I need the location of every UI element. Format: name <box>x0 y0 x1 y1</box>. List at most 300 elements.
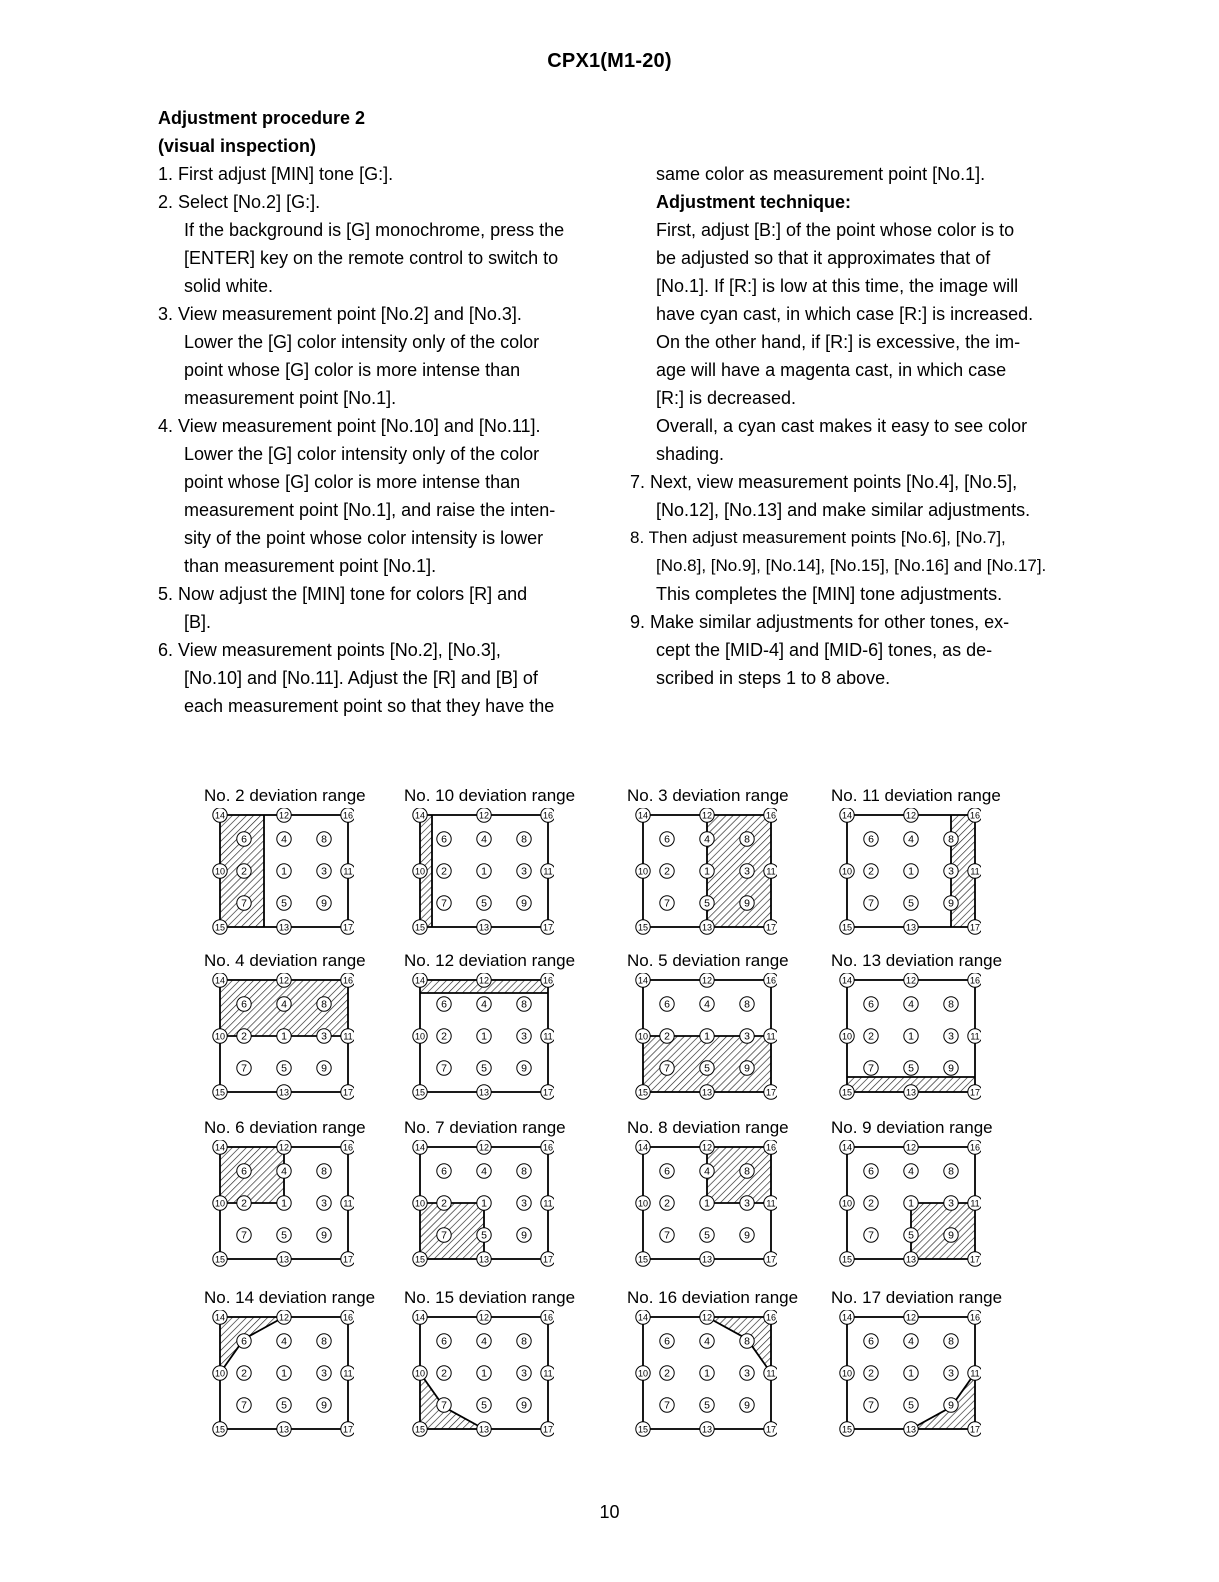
measurement-point <box>968 1366 981 1380</box>
measurement-point <box>341 864 354 878</box>
step-5: 5. Now adjust the [MIN] tone for colors [R] and <box>158 584 528 604</box>
measurement-point-label: 16 <box>542 1142 554 1153</box>
step-4-line: point whose [G] color is more intense than <box>184 472 521 492</box>
measurement-point <box>904 864 918 878</box>
measurement-point <box>740 1334 754 1348</box>
step-8-line: This completes the [MIN] tone adjustments. <box>656 584 1003 604</box>
measurement-point <box>477 832 491 846</box>
measurement-point <box>864 832 878 846</box>
measurement-point <box>904 1029 918 1043</box>
measurement-point-label: 12 <box>478 1142 490 1153</box>
measurement-point <box>477 1252 491 1266</box>
measurement-point <box>660 1196 674 1210</box>
measurement-point <box>944 1196 958 1210</box>
measurement-point-label: 13 <box>701 1087 713 1098</box>
deviation-diagram <box>627 1118 827 1278</box>
measurement-point-label: 9 <box>744 1062 750 1075</box>
deviation-hatched-area <box>420 1203 484 1259</box>
deviation-diagram-grid <box>404 973 554 1103</box>
measurement-point-label: 15 <box>637 1087 649 1098</box>
measurement-point <box>213 1252 227 1266</box>
measurement-point-label: 14 <box>214 1142 226 1153</box>
measurement-point <box>237 1228 251 1242</box>
measurement-point-label: 5 <box>908 1399 914 1412</box>
measurement-point-label: 17 <box>542 1087 554 1098</box>
measurement-point <box>437 1061 451 1075</box>
measurement-point-label: 10 <box>637 1368 649 1379</box>
page-header-title: CPX1(M1-20) <box>547 50 672 72</box>
measurement-point <box>413 1252 427 1266</box>
measurement-point-label: 14 <box>414 810 426 821</box>
measurement-point-label: 5 <box>908 1062 914 1075</box>
measurement-point-label: 3 <box>948 865 954 878</box>
measurement-point-label: 1 <box>281 865 287 878</box>
measurement-point <box>237 1334 251 1348</box>
measurement-point <box>740 997 754 1011</box>
measurement-point <box>660 1164 674 1178</box>
measurement-point-label: 2 <box>664 1367 670 1380</box>
measurement-point-label: 10 <box>214 1031 226 1042</box>
measurement-point <box>437 1029 451 1043</box>
measurement-point-label: 17 <box>969 922 981 933</box>
measurement-point <box>437 1196 451 1210</box>
measurement-point <box>636 864 650 878</box>
deviation-diagram-title: No. 6 deviation range <box>204 1118 366 1137</box>
measurement-point <box>840 1085 854 1099</box>
measurement-point-label: 17 <box>542 1254 554 1265</box>
measurement-point-label: 8 <box>744 998 750 1011</box>
measurement-point <box>277 1398 291 1412</box>
measurement-point <box>904 1164 918 1178</box>
measurement-point <box>277 1252 291 1266</box>
measurement-point-label: 14 <box>414 975 426 986</box>
measurement-point <box>317 1196 331 1210</box>
measurement-point <box>277 1422 291 1436</box>
measurement-point-label: 11 <box>970 1031 980 1042</box>
deviation-diagram-title: No. 2 deviation range <box>204 786 366 805</box>
deviation-diagram-grid <box>404 808 554 938</box>
measurement-point <box>237 832 251 846</box>
measurement-point <box>700 1140 714 1154</box>
measurement-point-label: 4 <box>908 833 914 846</box>
measurement-point <box>317 1334 331 1348</box>
measurement-point-label: 15 <box>841 922 853 933</box>
measurement-point-label: 15 <box>841 1254 853 1265</box>
measurement-point-label: 8 <box>948 833 954 846</box>
measurement-point <box>237 1029 251 1043</box>
measurement-point-label: 6 <box>664 833 670 846</box>
measurement-point <box>944 864 958 878</box>
measurement-point-label: 12 <box>478 975 490 986</box>
measurement-point-label: 2 <box>664 1197 670 1210</box>
measurement-point <box>517 864 531 878</box>
deviation-diagram-grid <box>831 973 981 1103</box>
deviation-diagram-grid <box>204 1310 354 1440</box>
measurement-point <box>477 1029 491 1043</box>
deviation-diagram <box>204 1288 404 1448</box>
step-4-line: measurement point [No.1], and raise the inten- <box>184 500 556 520</box>
measurement-point-label: 3 <box>521 1367 527 1380</box>
measurement-point-label: 7 <box>441 1229 447 1242</box>
measurement-point <box>840 864 854 878</box>
measurement-point <box>541 1366 554 1380</box>
measurement-point-label: 8 <box>948 1335 954 1348</box>
measurement-point-label: 9 <box>521 1062 527 1075</box>
measurement-point-label: 12 <box>701 1142 713 1153</box>
measurement-point-label: 6 <box>241 1335 247 1348</box>
deviation-hatched-area <box>220 1147 284 1203</box>
measurement-point-label: 1 <box>281 1367 287 1380</box>
measurement-point-label: 4 <box>908 998 914 1011</box>
deviation-diagram-grid <box>204 808 354 938</box>
measurement-point <box>968 864 981 878</box>
measurement-point-label: 11 <box>343 1198 353 1209</box>
measurement-point <box>237 997 251 1011</box>
measurement-point <box>437 1398 451 1412</box>
measurement-point <box>517 1366 531 1380</box>
measurement-point-label: 3 <box>321 1197 327 1210</box>
deviation-hatched-area <box>707 1147 771 1203</box>
measurement-point <box>944 997 958 1011</box>
measurement-point-label: 1 <box>704 1367 710 1380</box>
measurement-point-label: 11 <box>766 1031 776 1042</box>
measurement-point-label: 8 <box>521 1335 527 1348</box>
measurement-point-label: 17 <box>342 1254 354 1265</box>
measurement-point-label: 6 <box>664 998 670 1011</box>
deviation-diagram-title: No. 9 deviation range <box>831 1118 993 1137</box>
measurement-point <box>517 997 531 1011</box>
measurement-point-label: 12 <box>278 810 290 821</box>
measurement-point <box>477 973 491 987</box>
measurement-point <box>317 896 331 910</box>
measurement-point <box>341 1085 354 1099</box>
measurement-point-label: 12 <box>701 975 713 986</box>
measurement-point-label: 14 <box>841 810 853 821</box>
step-9: 9. Make similar adjustments for other tones, ex- <box>630 612 1010 632</box>
measurement-point <box>968 1196 981 1210</box>
measurement-point-label: 4 <box>481 1335 487 1348</box>
measurement-point <box>437 1334 451 1348</box>
technique-line: [No.1]. If [R:] is low at this time, the image will <box>656 276 1019 296</box>
measurement-point <box>517 1029 531 1043</box>
step-6-continued: same color as measurement point [No.1]. <box>656 164 986 184</box>
measurement-point-label: 13 <box>905 922 917 933</box>
measurement-point-label: 1 <box>481 1367 487 1380</box>
measurement-point-label: 14 <box>841 1142 853 1153</box>
measurement-point <box>904 1140 918 1154</box>
measurement-point-label: 11 <box>543 1198 553 1209</box>
measurement-point-label: 5 <box>481 1229 487 1242</box>
technique-line: Overall, a cyan cast makes it easy to see color <box>656 416 1028 436</box>
measurement-point-label: 5 <box>704 1062 710 1075</box>
measurement-point <box>904 808 918 822</box>
step-6-line: each measurement point so that they have the <box>184 696 555 716</box>
measurement-point-label: 16 <box>542 810 554 821</box>
measurement-point-label: 6 <box>441 1165 447 1178</box>
measurement-point <box>968 1029 981 1043</box>
measurement-point <box>341 1310 354 1324</box>
measurement-point-label: 1 <box>704 1030 710 1043</box>
measurement-point-label: 8 <box>521 833 527 846</box>
measurement-point-label: 16 <box>342 1312 354 1323</box>
step-3: 3. View measurement point [No.2] and [No.3]. <box>158 304 522 324</box>
measurement-point-label: 2 <box>241 1197 247 1210</box>
measurement-point <box>660 1334 674 1348</box>
measurement-point <box>700 1334 714 1348</box>
measurement-point <box>700 1029 714 1043</box>
measurement-point <box>864 896 878 910</box>
measurement-point-label: 9 <box>521 1229 527 1242</box>
measurement-point-label: 10 <box>414 1198 426 1209</box>
measurement-point <box>317 1029 331 1043</box>
deviation-diagram-title: No. 7 deviation range <box>404 1118 566 1137</box>
measurement-point <box>740 1164 754 1178</box>
measurement-point-label: 12 <box>278 1312 290 1323</box>
measurement-point-label: 17 <box>765 1087 777 1098</box>
measurement-point-label: 7 <box>868 1399 874 1412</box>
measurement-point <box>944 1334 958 1348</box>
deviation-diagram-title: No. 15 deviation range <box>404 1288 576 1307</box>
measurement-point <box>517 1196 531 1210</box>
measurement-point-label: 3 <box>744 1197 750 1210</box>
measurement-point-label: 4 <box>704 1335 710 1348</box>
measurement-point <box>636 1422 650 1436</box>
measurement-point-label: 17 <box>342 922 354 933</box>
measurement-point-label: 15 <box>414 922 426 933</box>
measurement-point-label: 8 <box>321 998 327 1011</box>
measurement-point-label: 5 <box>908 897 914 910</box>
procedure-heading: Adjustment procedure 2 <box>158 108 366 128</box>
measurement-point <box>636 1196 650 1210</box>
measurement-point <box>864 1061 878 1075</box>
measurement-point <box>660 1228 674 1242</box>
measurement-point <box>764 1196 777 1210</box>
measurement-point-label: 17 <box>342 1087 354 1098</box>
measurement-point-label: 15 <box>214 1424 226 1435</box>
measurement-point-label: 7 <box>868 1229 874 1242</box>
measurement-point <box>660 1029 674 1043</box>
measurement-point <box>904 997 918 1011</box>
procedure-subheading: (visual inspection) <box>158 136 317 156</box>
measurement-point-label: 8 <box>948 998 954 1011</box>
technique-line: have cyan cast, in which case [R:] is increased. <box>656 304 1034 324</box>
measurement-point <box>237 896 251 910</box>
measurement-point-label: 4 <box>908 1165 914 1178</box>
technique-line: age will have a magenta cast, in which case <box>656 360 1007 380</box>
measurement-point <box>477 1061 491 1075</box>
measurement-point-label: 15 <box>414 1424 426 1435</box>
measurement-point <box>636 1366 650 1380</box>
step-6-line: [No.10] and [No.11]. Adjust the [R] and [B] of <box>184 668 538 688</box>
measurement-point <box>968 1252 981 1266</box>
measurement-point-label: 1 <box>704 865 710 878</box>
measurement-point <box>944 1366 958 1380</box>
step-2-line: solid white. <box>184 276 274 296</box>
measurement-point <box>864 1029 878 1043</box>
measurement-point <box>904 1334 918 1348</box>
step-8: 8. Then adjust measurement points [No.6], [No.7], <box>630 528 1006 547</box>
deviation-diagram <box>404 1288 604 1448</box>
measurement-point-label: 3 <box>744 1030 750 1043</box>
measurement-point <box>477 1228 491 1242</box>
deviation-diagram-title: No. 10 deviation range <box>404 786 576 805</box>
measurement-point-label: 5 <box>281 897 287 910</box>
measurement-point-label: 1 <box>281 1030 287 1043</box>
measurement-point <box>437 1228 451 1242</box>
measurement-point-label: 9 <box>521 897 527 910</box>
measurement-point <box>541 1140 554 1154</box>
measurement-point <box>740 864 754 878</box>
deviation-diagram-grid <box>404 1140 554 1270</box>
deviation-diagram-title: No. 13 deviation range <box>831 951 1003 970</box>
measurement-point-label: 11 <box>543 1368 553 1379</box>
measurement-point <box>277 920 291 934</box>
measurement-point <box>277 864 291 878</box>
measurement-point <box>660 997 674 1011</box>
deviation-diagram-title: No. 11 deviation range <box>831 786 1001 805</box>
measurement-point <box>636 920 650 934</box>
measurement-point-label: 13 <box>905 1424 917 1435</box>
measurement-point <box>764 1422 777 1436</box>
measurement-point <box>740 1061 754 1075</box>
measurement-point <box>541 1085 554 1099</box>
deviation-hatched-area <box>911 1373 975 1429</box>
measurement-point-label: 11 <box>970 1368 980 1379</box>
measurement-point <box>840 1029 854 1043</box>
step-2-line: [ENTER] key on the remote control to switch to <box>184 248 559 268</box>
page-number: 10 <box>599 1502 620 1522</box>
measurement-point <box>904 896 918 910</box>
step-4-line: Lower the [G] color intensity only of the color <box>184 444 540 464</box>
measurement-point-label: 8 <box>321 1335 327 1348</box>
measurement-point-label: 14 <box>637 1142 649 1153</box>
measurement-point-label: 9 <box>321 1062 327 1075</box>
measurement-point <box>904 1310 918 1324</box>
measurement-point-label: 15 <box>414 1087 426 1098</box>
measurement-point-label: 12 <box>278 1142 290 1153</box>
measurement-point-label: 4 <box>704 998 710 1011</box>
measurement-point <box>237 1398 251 1412</box>
measurement-point-label: 13 <box>278 922 290 933</box>
measurement-point <box>968 1085 981 1099</box>
measurement-point <box>636 973 650 987</box>
measurement-point <box>740 1228 754 1242</box>
measurement-point <box>437 1164 451 1178</box>
step-4-line: sity of the point whose color intensity is lower <box>184 528 544 548</box>
measurement-point <box>477 1140 491 1154</box>
measurement-point-label: 3 <box>948 1030 954 1043</box>
measurement-point <box>277 896 291 910</box>
measurement-point-label: 2 <box>664 865 670 878</box>
measurement-point <box>477 1334 491 1348</box>
step-6: 6. View measurement points [No.2], [No.3], <box>158 640 501 660</box>
measurement-point <box>213 1140 227 1154</box>
measurement-point-label: 12 <box>478 1312 490 1323</box>
measurement-point <box>477 864 491 878</box>
measurement-point-label: 6 <box>441 998 447 1011</box>
deviation-diagram <box>831 951 1031 1111</box>
measurement-point <box>864 997 878 1011</box>
measurement-point <box>660 1061 674 1075</box>
measurement-point <box>764 1029 777 1043</box>
measurement-point <box>840 920 854 934</box>
measurement-point-label: 17 <box>969 1087 981 1098</box>
measurement-point <box>213 808 227 822</box>
measurement-point <box>477 896 491 910</box>
measurement-point <box>944 1061 958 1075</box>
measurement-point <box>413 1085 427 1099</box>
measurement-point-label: 12 <box>701 1312 713 1323</box>
measurement-point <box>477 920 491 934</box>
measurement-point-label: 10 <box>841 1198 853 1209</box>
measurement-point-label: 2 <box>441 1197 447 1210</box>
deviation-diagram-grid <box>831 1140 981 1270</box>
measurement-point <box>904 920 918 934</box>
measurement-point-label: 13 <box>701 922 713 933</box>
measurement-point-label: 3 <box>948 1197 954 1210</box>
measurement-point <box>413 1029 427 1043</box>
measurement-point <box>660 864 674 878</box>
measurement-point-label: 6 <box>441 1335 447 1348</box>
deviation-hatched-area <box>707 1317 771 1373</box>
measurement-point-label: 11 <box>343 1031 353 1042</box>
measurement-point-label: 1 <box>704 1197 710 1210</box>
measurement-point <box>237 864 251 878</box>
measurement-point-label: 4 <box>481 833 487 846</box>
measurement-point <box>740 832 754 846</box>
measurement-point <box>437 864 451 878</box>
measurement-point <box>237 1366 251 1380</box>
measurement-point-label: 9 <box>521 1399 527 1412</box>
technique-line: shading. <box>656 444 725 464</box>
deviation-diagram <box>831 1118 1031 1278</box>
measurement-point-label: 7 <box>241 897 247 910</box>
technique-line: On the other hand, if [R:] is excessive, the im- <box>656 332 1021 352</box>
deviation-hatched-area <box>420 1373 484 1429</box>
measurement-point-label: 7 <box>241 1229 247 1242</box>
measurement-point-label: 6 <box>241 1165 247 1178</box>
measurement-point <box>477 1366 491 1380</box>
measurement-point-label: 9 <box>948 897 954 910</box>
deviation-diagram <box>627 786 827 946</box>
step-4: 4. View measurement point [No.10] and [No.11]. <box>158 416 541 436</box>
measurement-point-label: 15 <box>841 1424 853 1435</box>
measurement-point <box>213 1029 227 1043</box>
measurement-point-label: 6 <box>868 1335 874 1348</box>
deviation-hatched-area <box>911 1203 975 1259</box>
measurement-point-label: 10 <box>637 1198 649 1209</box>
measurement-point-label: 10 <box>214 866 226 877</box>
measurement-point-label: 6 <box>241 998 247 1011</box>
step-7-line: [No.12], [No.13] and make similar adjustments. <box>656 500 1031 520</box>
measurement-point-label: 5 <box>481 897 487 910</box>
measurement-point <box>413 1422 427 1436</box>
step-2-line: If the background is [G] monochrome, press the <box>184 220 565 240</box>
measurement-point <box>237 1164 251 1178</box>
technique-heading: Adjustment technique: <box>656 192 852 212</box>
deviation-diagram-title: No. 4 deviation range <box>204 951 366 970</box>
measurement-point <box>700 1061 714 1075</box>
measurement-point-label: 9 <box>744 1229 750 1242</box>
measurement-point <box>968 1140 981 1154</box>
measurement-point <box>764 1366 777 1380</box>
measurement-point-label: 5 <box>481 1062 487 1075</box>
measurement-point <box>277 973 291 987</box>
measurement-point-label: 13 <box>478 1087 490 1098</box>
measurement-point <box>764 920 777 934</box>
measurement-point-label: 9 <box>948 1229 954 1242</box>
measurement-point <box>277 808 291 822</box>
